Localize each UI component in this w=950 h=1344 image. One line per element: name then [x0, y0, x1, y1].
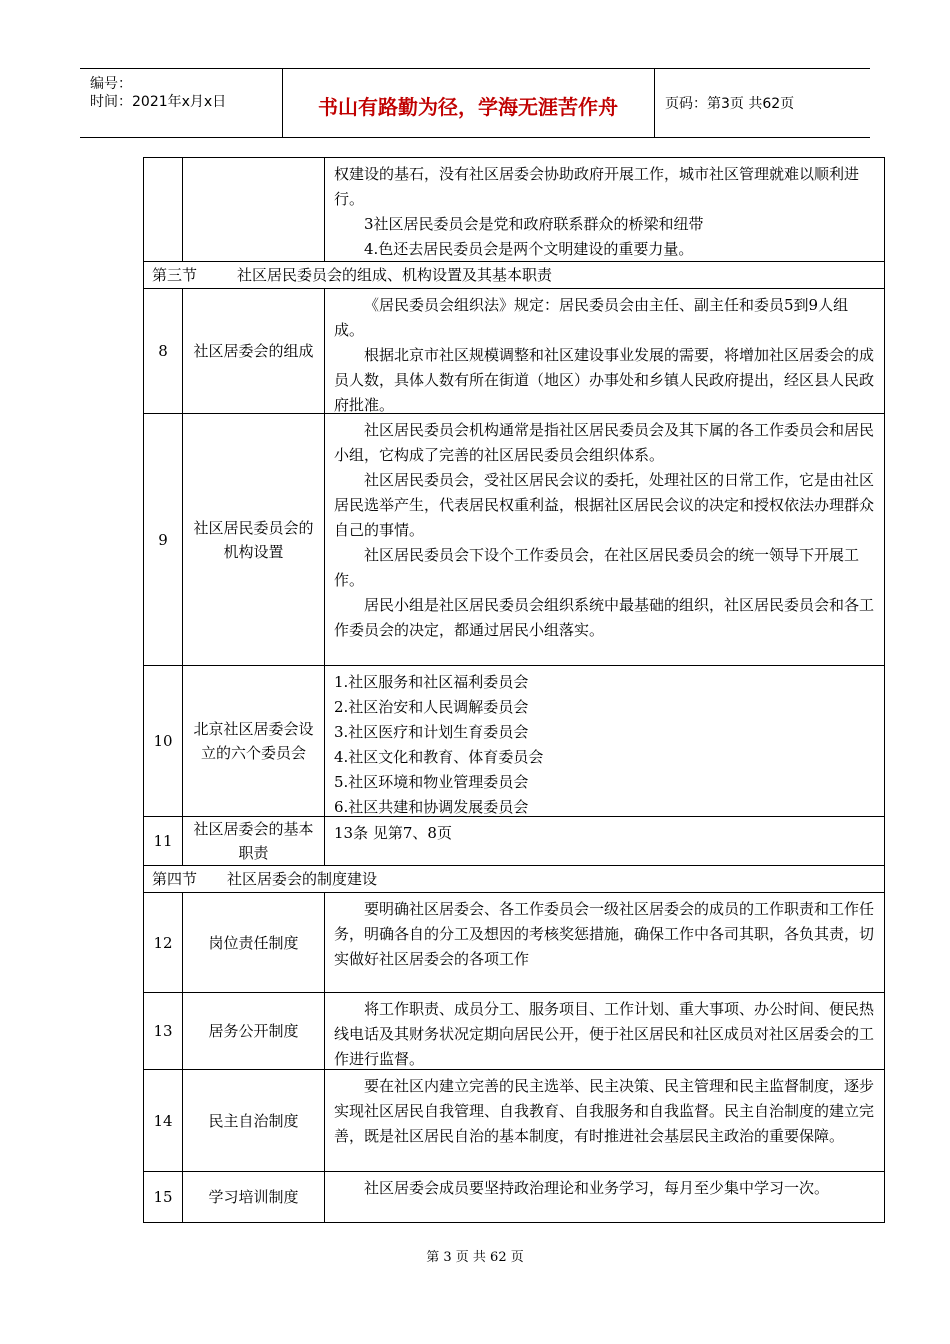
row-number: 9	[144, 414, 183, 665]
content-paragraph: 13条 见第7、8页	[334, 824, 452, 842]
table-row-14	[143, 1070, 885, 1172]
content-paragraph: 《居民委员会组织法》规定：居民委员会由主任、副主任和委员5到9人组成。	[334, 296, 849, 339]
motto: 书山有路勤为径，学海无涯苦作舟	[318, 95, 618, 119]
content-paragraph: 要在社区内建立完善的民主选举、民主决策、民主管理和民主监督制度，逐步实现社区居民自我管理、自我教育、自我服务和自我监督。民主自治制度的建立完善，既是社区居民自治的基本制度，有时推进社会基层民主政治的重要保障。	[334, 1077, 875, 1145]
section-label: 第四节	[152, 870, 198, 888]
row-title-cell	[183, 158, 325, 261]
content-paragraph: 要明确社区居委会、各工作委员会一级社区居委会的成员的工作职责和工作任务，明确各自的分工及想因的考核奖惩措施，确保工作中各司其职，各负其责，切实做好社区居委会的各项工作	[334, 900, 875, 968]
list-item: 3.社区医疗和计划生育委员会	[334, 723, 529, 741]
list-item: 4.社区文化和教育、体育委员会	[334, 748, 544, 766]
content-paragraph: 权建设的基石，没有社区居委会协助政府开展工作，城市社区管理就难以顺利进行。	[334, 165, 860, 208]
row-content	[326, 1172, 884, 1206]
content-paragraph: 社区居委会成员要坚持政治理论和业务学习，每月至少集中学习一次。	[364, 1179, 830, 1197]
page-info: 页码：第3页 共62页	[665, 96, 795, 112]
row-content	[326, 1070, 884, 1154]
row-title: 民主自治制度	[183, 1070, 325, 1171]
list-item: 1.社区服务和社区福利委员会	[334, 673, 529, 691]
row-content	[326, 666, 884, 825]
row-number: 11	[144, 817, 183, 865]
table-row-12	[143, 893, 885, 993]
content-paragraph: 3社区居民委员会是党和政府联系群众的桥梁和纽带	[364, 215, 704, 233]
row-number: 12	[144, 893, 183, 992]
section-title: 社区居民委员会的组成、机构设置及其基本职责	[237, 266, 553, 284]
table-row-15	[143, 1172, 885, 1223]
list-item: 2.社区治安和人民调解委员会	[334, 698, 529, 716]
content-paragraph: 社区居民委员会机构通常是指社区居民委员会及其下属的各工作委员会和居民小组，它构成了完善的社区居民委员会组织体系。	[334, 421, 875, 464]
row-title: 岗位责任制度	[183, 893, 325, 992]
page-header	[80, 68, 870, 138]
row-content	[326, 893, 884, 977]
content-paragraph: 居民小组是社区居民委员会组织系统中最基础的组织，社区居民委员会和各工作委员会的决定，都通过居民小组落实。	[334, 596, 875, 639]
header-motto-cell	[282, 69, 655, 137]
table-row-11	[143, 817, 885, 866]
content-paragraph: 根据北京市社区规模调整和社区建设事业发展的需要，将增加社区居委会的成员人数，具体人数有所在街道（地区）办事处和乡镇人民政府提出，经区县人民政府批准。	[334, 346, 875, 414]
row-title: 学习培训制度	[183, 1172, 325, 1222]
content-paragraph: 4.色还去居民委员会是两个文明建设的重要力量。	[364, 240, 694, 258]
section-label: 第三节	[152, 266, 198, 284]
row-title: 居务公开制度	[183, 993, 325, 1069]
content-paragraph: 社区居民委员会下设个工作委员会，在社区居民委员会的统一领导下开展工作。	[334, 546, 860, 589]
row-title: 北京社区居委会设立的六个委员会	[183, 666, 325, 816]
row-content	[326, 817, 884, 851]
page-footer: 第 3 页 共 62 页	[426, 1250, 524, 1265]
row-number: 13	[144, 993, 183, 1069]
list-item: 5.社区环境和物业管理委员会	[334, 773, 529, 791]
content-paragraph: 社区居民委员会，受社区居民会议的委托，处理社区的日常工作，它是由社区居民选举产生，代表居民权重利益，根据社区居民会议的决定和授权依法办理群众自己的事情。	[334, 471, 875, 539]
time-label: 时间：2021年x月x日	[90, 94, 227, 110]
table-row-13	[143, 993, 885, 1070]
content-paragraph: 将工作职责、成员分工、服务项目、工作计划、重大事项、办公时间、便民热线电话及其财务状况定期向居民公开，便于社区居民和社区成员对社区居委会的工作进行监督。	[334, 1000, 875, 1068]
row-content	[326, 289, 884, 423]
content-table	[143, 157, 885, 1223]
row-title: 社区居委会的组成	[183, 289, 325, 413]
row-number-cell	[144, 158, 183, 261]
code-label: 编号：	[90, 76, 132, 92]
section-heading-4	[143, 866, 885, 893]
row-number: 10	[144, 666, 183, 816]
table-row-continued	[143, 157, 885, 262]
list-item: 6.社区共建和协调发展委员会	[334, 798, 529, 816]
header-page-cell	[655, 69, 870, 137]
row-title: 社区居委会的基本职责	[183, 817, 325, 865]
row-content	[326, 414, 884, 648]
table-row-10	[143, 666, 885, 817]
section-title: 社区居委会的制度建设	[227, 870, 378, 888]
row-content	[326, 158, 884, 267]
row-number: 8	[144, 289, 183, 413]
table-row-8	[143, 289, 885, 414]
row-number: 14	[144, 1070, 183, 1171]
table-row-9	[143, 414, 885, 666]
row-content	[326, 993, 884, 1077]
row-title: 社区居民委员会的机构设置	[183, 414, 325, 665]
row-number: 15	[144, 1172, 183, 1222]
header-meta-cell	[80, 69, 283, 137]
